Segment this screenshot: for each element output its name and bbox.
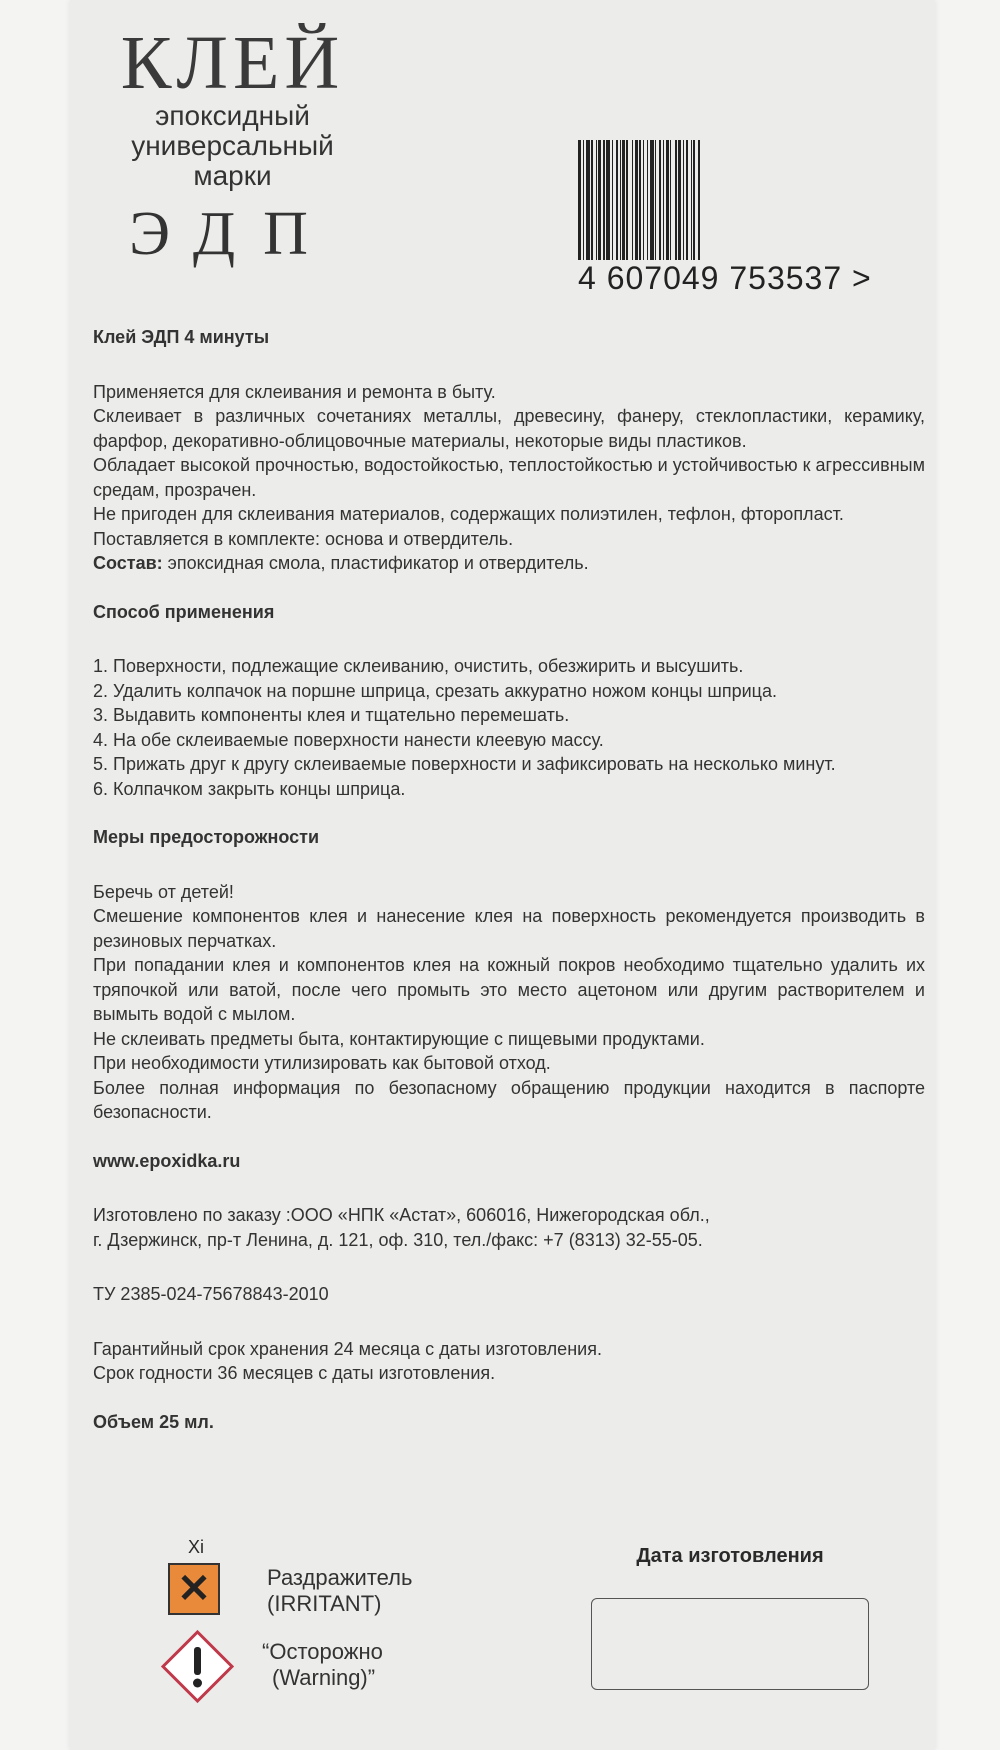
description-line: Применяется для склеивания и ремонта в быту. (93, 381, 496, 402)
irritant-cross-icon: ✕ (168, 1563, 220, 1615)
precaution-item: При попадании клея и компонентов клея на кожный покров необходимо тщательно удалить их тряпочкой или ватой, после чего промыть это место ацетоном или другим растворителем и вымыть водой с мылом. (93, 955, 925, 1024)
composition-text: эпоксидная смола, пластификатор и отвердитель. (162, 553, 589, 573)
usage-step: 6. Колпачком закрыть концы шприца. (93, 778, 406, 799)
precautions-list (93, 880, 925, 1125)
warning-line: (Warning)” (272, 1665, 376, 1690)
usage-title: Способ применения (93, 601, 275, 622)
manufacture-date-field (591, 1598, 869, 1690)
shelf-life-line: Срок годности 36 месяцев с даты изготовления. (93, 1363, 496, 1383)
usage-step: 5. Прижать друг к другу склеиваемые поверхности и зафиксировать на несколько минут. (93, 754, 836, 774)
shelf-life (93, 1337, 925, 1386)
mark-title: ЭДП (129, 200, 336, 268)
subtitle-line: эпоксидный (155, 100, 310, 131)
manufacture-date-block (590, 1545, 870, 1690)
manufacture-date-label: Дата изготовления (636, 1545, 824, 1567)
warning-line: “Осторожно (262, 1639, 383, 1664)
subtitle-line: универсальный (131, 130, 334, 161)
product-header (95, 21, 370, 268)
usage-step: 3. Выдавить компоненты клея и тщательно перемешать. (93, 705, 570, 725)
precaution-item: Более полная информация по безопасному обращению продукции находится в паспорте безопасности. (93, 1077, 925, 1122)
usage-step: 2. Удалить колпачок на поршне шприца, срезать аккуратно ножом концы шприца. (93, 680, 777, 701)
description-line: Поставляется в комплекте: основа и отвердитель. (93, 528, 514, 549)
precaution-item: Не склеивать предметы быта, контактирующие с пищевыми продуктами. (93, 1028, 705, 1049)
product-title: Клей ЭДП 4 минуты (93, 327, 270, 347)
irritant-text (267, 1565, 412, 1617)
precaution-item: Беречь от детей! (93, 881, 234, 902)
usage-steps (93, 654, 925, 801)
description-line: Склеивает в различных сочетаниях металлы, древесину, фанеру, стеклопластики, керамику, фарфор, декоративно-облицовочные материалы, некоторые виды пластиков. (93, 406, 925, 451)
irritant-line: Раздражитель (267, 1565, 413, 1590)
description-line: Не пригоден для склеивания материалов, содержащих полиэтилен, тефлон, фторопласт. (93, 504, 844, 524)
barcode-number: 4 607049 753537 > (578, 260, 872, 296)
precautions-title: Меры предосторожности (93, 827, 320, 847)
barcode-bars (578, 140, 883, 260)
xi-label: Xi (188, 1537, 205, 1557)
warning-text (262, 1639, 383, 1691)
irritant-line: (IRRITANT) (267, 1591, 382, 1616)
composition-label: Состав: (93, 553, 163, 573)
shelf-life-line: Гарантийный срок хранения 24 месяца с даты изготовления. (93, 1338, 602, 1359)
manufacturer (93, 1203, 925, 1252)
tu-code: ТУ 2385-024-75678843-2010 (93, 1284, 329, 1304)
brand-title: КЛЕЙ (120, 21, 345, 105)
usage-step: 4. На обе склеиваемые поверхности нанести клеевую массу. (93, 729, 604, 750)
composition (93, 551, 925, 576)
usage-step: 1. Поверхности, подлежащие склеиванию, очистить, обезжирить и высушить. (93, 656, 744, 676)
website: www.epoxidka.ru (93, 1150, 241, 1171)
description (93, 380, 925, 576)
description-line: Обладает высокой прочностью, водостойкостью, теплостойкостью и устойчивостью к агрессивным средам, прозрачен. (93, 455, 925, 500)
barcode (578, 140, 883, 294)
barcode-bar (700, 140, 701, 260)
volume: Объем 25 мл. (93, 1411, 214, 1432)
manufacturer-line: Изготовлено по заказу :ООО «НПК «Астат», 606016, Нижегородская обл., (93, 1205, 710, 1225)
warning-exclamation-icon (160, 1629, 235, 1704)
label-text (93, 325, 925, 1434)
subtitle-line: марки (193, 160, 272, 191)
precaution-item: Смешение компонентов клея и нанесение клея на поверхность рекомендуется производить в резиновых перчатках. (93, 906, 925, 951)
manufacturer-line: г. Дзержинск, пр-т Ленина, д. 121, оф. 310, тел./факс: +7 (8313) 32-55-05. (93, 1229, 703, 1250)
precaution-item: При необходимости утилизировать как бытовой отход. (93, 1053, 551, 1073)
